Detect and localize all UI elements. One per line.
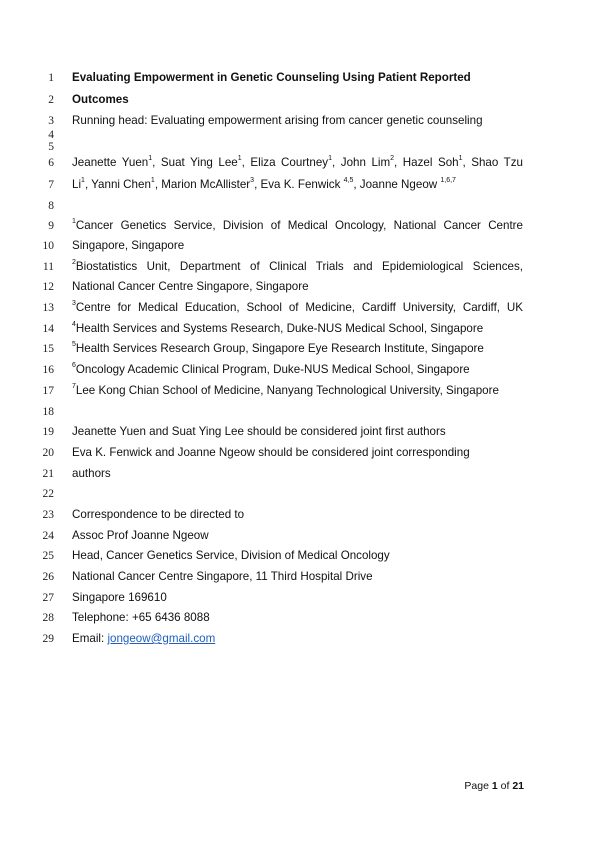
line-number: 20 xyxy=(42,447,54,459)
line-number: 12 xyxy=(42,281,54,293)
line-number: 29 xyxy=(42,633,54,645)
paper-title: Evaluating Empowerment in Genetic Counseling Using Patient Reported xyxy=(72,71,471,84)
manuscript-line xyxy=(0,218,595,234)
manuscript-line xyxy=(0,507,595,523)
line-number: 9 xyxy=(48,220,54,232)
manuscript-line xyxy=(0,569,595,585)
manuscript-line xyxy=(0,383,595,399)
line-number: 2 xyxy=(48,94,54,106)
manuscript-line xyxy=(0,590,595,606)
correspondence-name: Assoc Prof Joanne Ngeow xyxy=(72,529,209,542)
line-number: 28 xyxy=(42,612,54,624)
line-number: 21 xyxy=(42,468,54,480)
paper-title-continued: Outcomes xyxy=(72,93,129,106)
affiliation-2: $^2$Biostatistics Unit, Department of Clinical Trials and Epidemiological Sciences, xyxy=(72,259,523,273)
manuscript-line xyxy=(0,466,595,482)
affiliation-4: $^4$Health Services and Systems Research, Duke-NUS Medical School, Singapore xyxy=(72,321,484,335)
page-of-label: of xyxy=(497,780,513,792)
email-link[interactable]: jongeow@gmail.com xyxy=(107,632,216,645)
line-number: 1 xyxy=(48,72,54,84)
manuscript-line xyxy=(0,70,595,86)
manuscript-line xyxy=(0,548,595,564)
manuscript-line xyxy=(0,300,595,316)
line-number: 10 xyxy=(42,240,54,252)
line-number: 19 xyxy=(42,426,54,438)
manuscript-line xyxy=(0,139,595,155)
email-label: Email: xyxy=(72,632,108,645)
line-number: 3 xyxy=(48,115,54,127)
affiliation-7: $^7$Lee Kong Chian School of Medicine, Nanyang Technological University, Singapore xyxy=(72,383,499,397)
line-number: 25 xyxy=(42,550,54,562)
manuscript-line xyxy=(0,404,595,420)
manuscript-line xyxy=(0,155,595,171)
affiliation-3: $^3$Centre for Medical Education, School of Medicine, Cardiff University, Cardiff, UK xyxy=(72,300,523,314)
line-number: 4 xyxy=(48,129,54,141)
line-number: 18 xyxy=(42,406,54,418)
line-number: 24 xyxy=(42,530,54,542)
page-footer xyxy=(464,780,524,792)
manuscript-line xyxy=(0,177,595,193)
affiliation-2-continued: National Cancer Centre Singapore, Singapore xyxy=(72,280,309,293)
manuscript-line xyxy=(0,341,595,357)
line-number: 5 xyxy=(48,141,54,153)
manuscript-line xyxy=(0,198,595,214)
correspondence-postcode: Singapore 169610 xyxy=(72,591,167,604)
manuscript-line xyxy=(0,486,595,502)
line-number: 13 xyxy=(42,302,54,314)
page-current: 1 xyxy=(491,780,498,792)
joint-corresponding-authors-note-continued: authors xyxy=(72,467,111,480)
line-number: 8 xyxy=(48,200,54,212)
correspondence-position: Head, Cancer Genetics Service, Division of Medical Oncology xyxy=(72,549,390,562)
manuscript-line xyxy=(0,362,595,378)
line-number: 6 xyxy=(48,157,54,169)
manuscript-line xyxy=(0,424,595,440)
manuscript-line xyxy=(0,445,595,461)
line-number: 22 xyxy=(42,488,54,500)
line-number: 16 xyxy=(42,364,54,376)
joint-first-authors-note: Jeanette Yuen and Suat Ying Lee should be considered joint first authors xyxy=(72,425,446,438)
line-number: 27 xyxy=(42,592,54,604)
author-list: Jeanette Yuen$^1$, Suat Ying Lee$^1$, Eliza Courtney$^1$, John Lim$^2$, Hazel Soh$^1$, Shao Tzu xyxy=(72,155,523,169)
page-total: 21 xyxy=(512,780,524,792)
line-number: 7 xyxy=(48,179,54,191)
manuscript-line xyxy=(0,610,595,626)
correspondence-address: National Cancer Centre Singapore, 11 Third Hospital Drive xyxy=(72,570,373,583)
running-head: Running head: Evaluating empowerment arising from cancer genetic counseling xyxy=(72,114,483,127)
line-number: 23 xyxy=(42,509,54,521)
author-list-continued: Li$^1$, Yanni Chen$^1$, Marion McAllister$^3$, Eva K. Fenwick $^{4,5}$, Joanne Ngeow $^{1,6,7}$ xyxy=(72,177,456,191)
correspondence-email xyxy=(72,631,523,647)
line-number: 14 xyxy=(42,323,54,335)
affiliation-1: $^1$Cancer Genetics Service, Division of Medical Oncology, National Cancer Centre xyxy=(72,218,523,232)
manuscript-line xyxy=(0,631,595,647)
manuscript-line xyxy=(0,528,595,544)
line-number: 17 xyxy=(42,385,54,397)
joint-corresponding-authors-note: Eva K. Fenwick and Joanne Ngeow should be considered joint corresponding xyxy=(72,446,470,459)
correspondence-heading: Correspondence to be directed to xyxy=(72,508,245,521)
line-number: 15 xyxy=(42,343,54,355)
line-number: 26 xyxy=(42,571,54,583)
affiliation-6: $^6$Oncology Academic Clinical Program, Duke-NUS Medical School, Singapore xyxy=(72,362,470,376)
manuscript-line xyxy=(0,321,595,337)
line-number: 11 xyxy=(42,261,54,273)
manuscript-line xyxy=(0,259,595,275)
manuscript-line xyxy=(0,92,595,108)
page-label: Page xyxy=(464,780,492,792)
affiliation-1-continued: Singapore, Singapore xyxy=(72,239,185,252)
manuscript-line xyxy=(0,238,595,254)
affiliation-5: $^5$Health Services Research Group, Singapore Eye Research Institute, Singapore xyxy=(72,341,484,355)
manuscript-line xyxy=(0,279,595,295)
correspondence-telephone: Telephone: +65 6436 8088 xyxy=(72,611,210,624)
